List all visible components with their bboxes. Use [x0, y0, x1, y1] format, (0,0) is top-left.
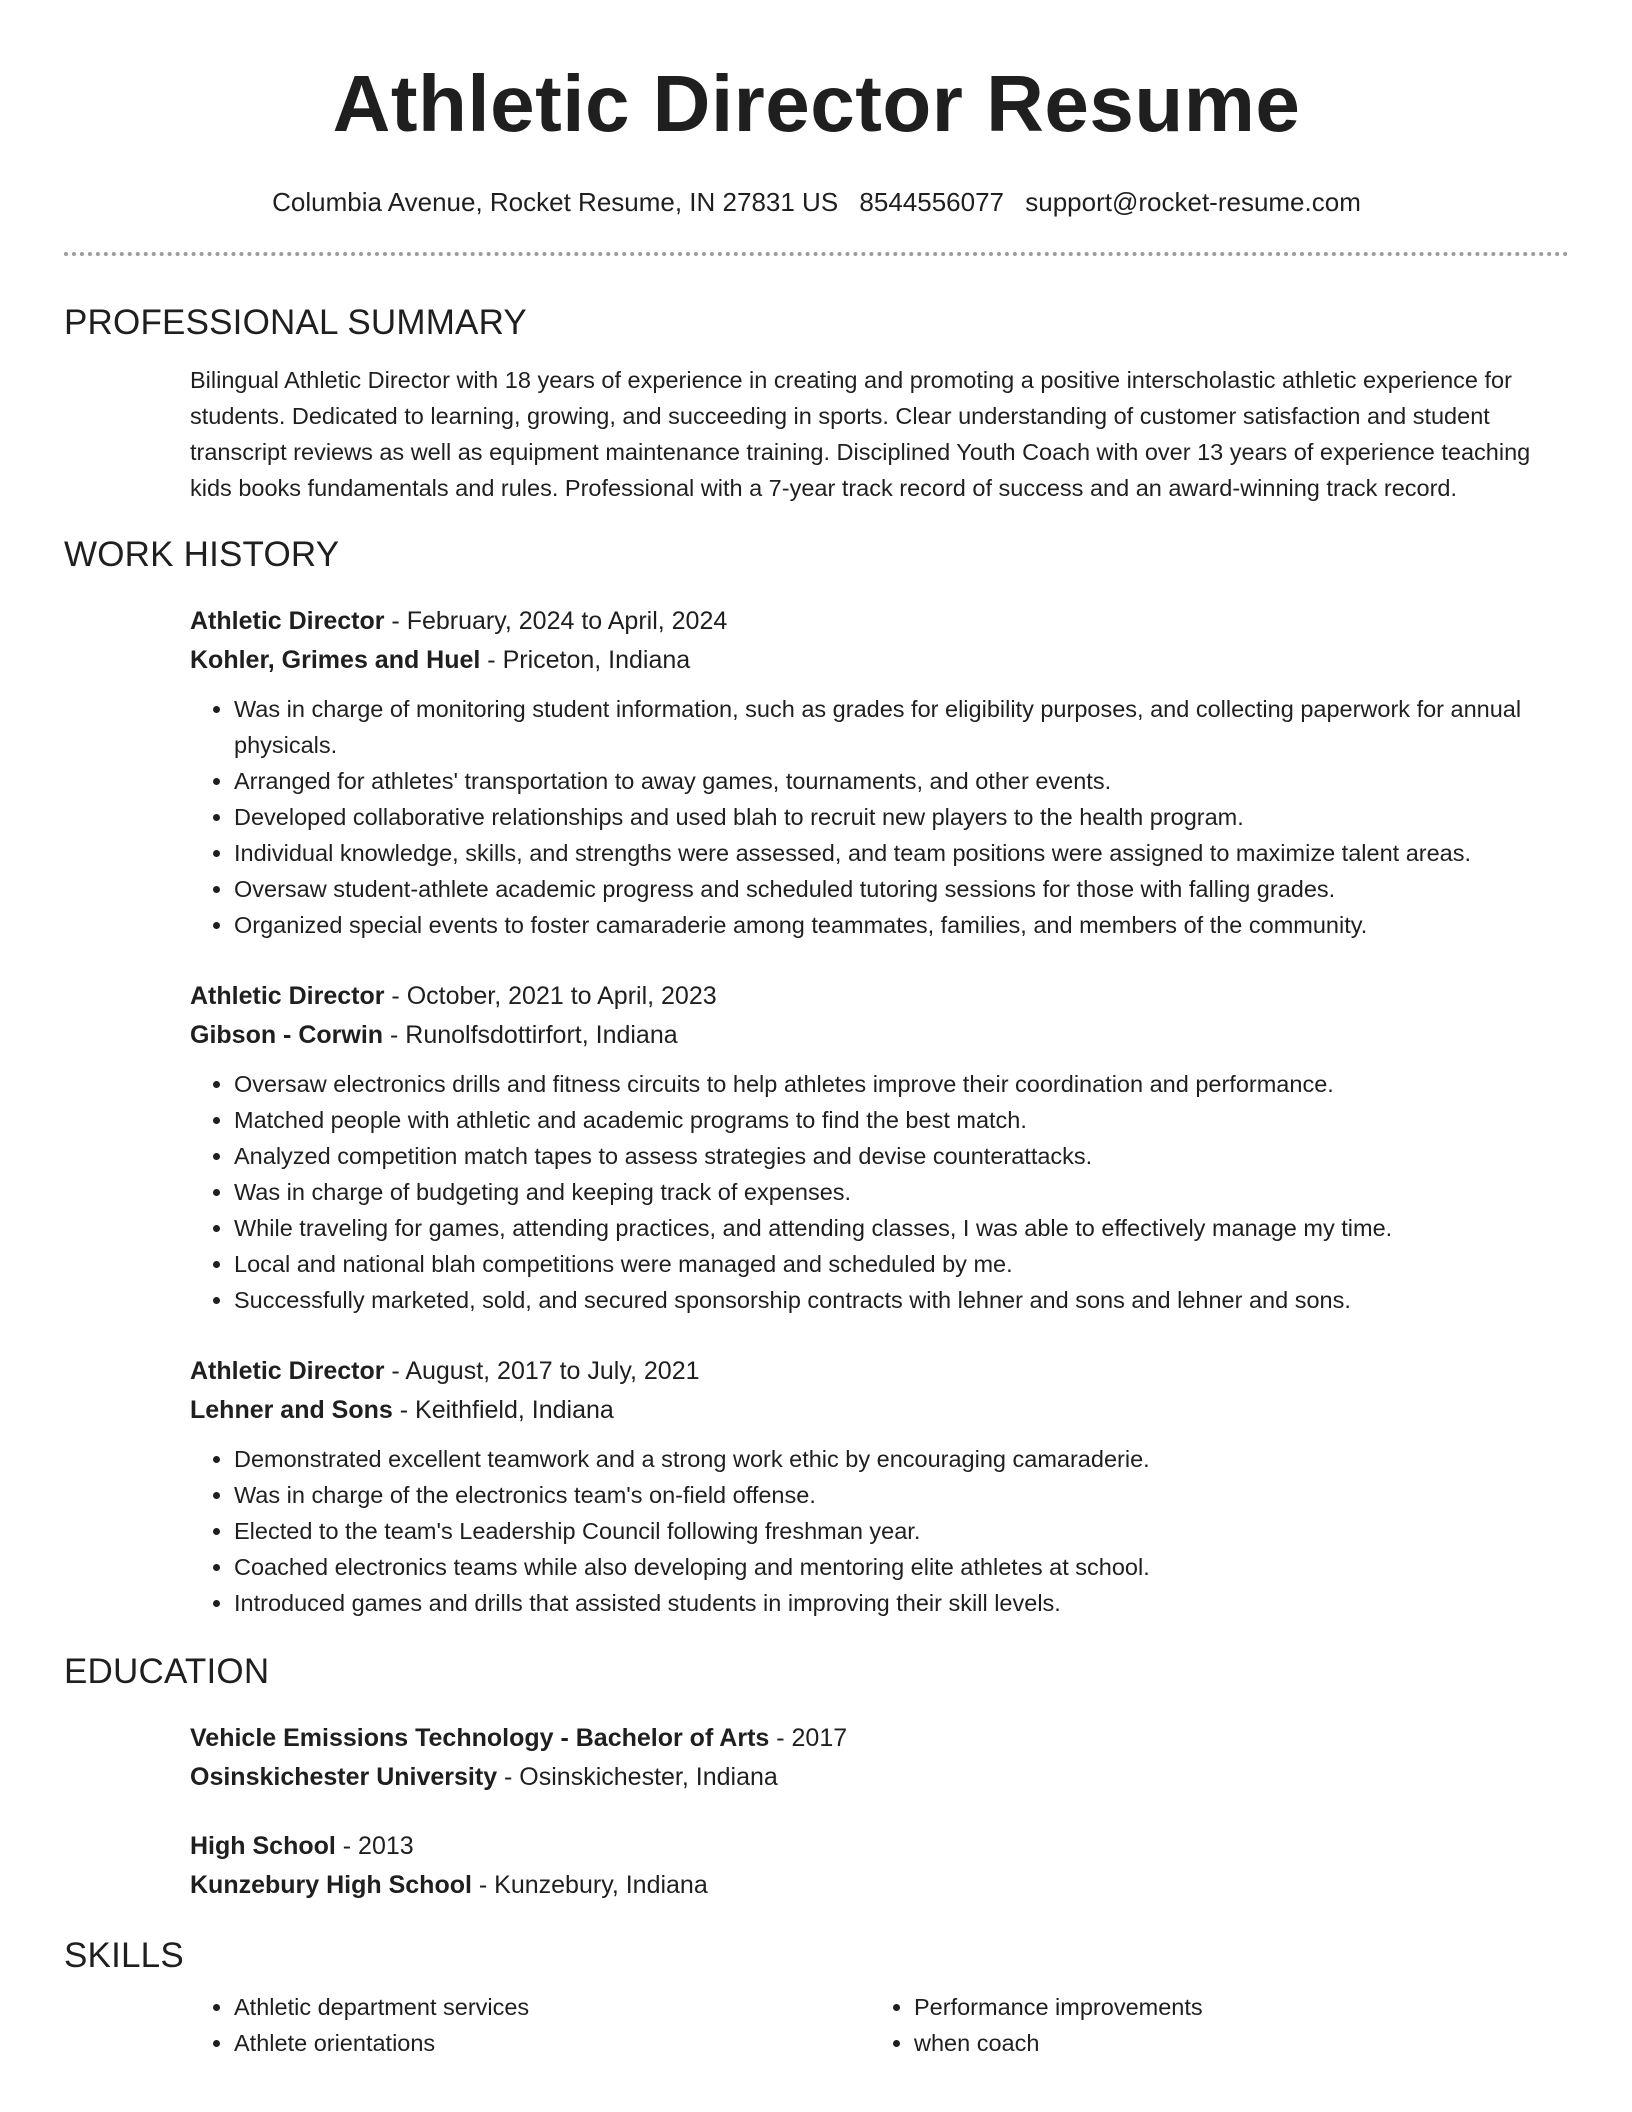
summary-body [64, 362, 1569, 506]
job-bullets [190, 1066, 1569, 1318]
education-degree: High School [190, 1832, 336, 1860]
job-company: Kohler, Grimes and Huel [190, 646, 481, 674]
education-school: Osinskichester University [190, 1763, 498, 1791]
job-bullet: • Was in charge of monitoring student information, such as grades for eligibility purposes, and collecting paperwork for annual physicals. [234, 691, 1569, 763]
education-school-line [190, 1866, 1569, 1905]
job-bullet: • Coached electronics teams while also developing and mentoring elite athletes at school. [234, 1549, 1569, 1585]
education-location: - Osinskichester, Indiana [497, 1763, 778, 1791]
job-role-line [190, 1352, 1569, 1391]
section-title-work-history: WORK HISTORY [64, 535, 340, 574]
skills-column-left [190, 1989, 870, 2061]
section-title-skills: SKILLS [64, 1936, 184, 1975]
job-bullet: • Successfully marketed, sold, and secured sponsorship contracts with lehner and sons and lehner and sons. [234, 1282, 1569, 1318]
job-bullets [190, 691, 1569, 943]
summary-text: Bilingual Athletic Director with 18 years of experience in creating and promoting a positive interscholastic athletic experience for students. Dedicated to learning, growing, and succeeding in sports. Clear understanding of customer satisfaction and student transcript reviews as well as equipment maintenance training. Disciplined Youth Coach with over 13 years of experience teaching kids books fundamentals and rules. Professional with a 7-year track record of success and an award-winning track record. [190, 367, 1531, 501]
skill-item: • Performance improvements [914, 1989, 1569, 2025]
job-entry [190, 602, 1569, 943]
job-bullet: • Elected to the team's Leadership Council following freshman year. [234, 1513, 1569, 1549]
job-bullet: • Was in charge of budgeting and keeping track of expenses. [234, 1174, 1569, 1210]
job-location: - Runolfsdottirfort, Indiana [383, 1021, 678, 1049]
skills-body [64, 1989, 1569, 2061]
job-role: Athletic Director [190, 1357, 385, 1385]
job-role: Athletic Director [190, 607, 385, 635]
contact-address: Columbia Avenue, Rocket Resume, IN 27831 US [272, 187, 839, 217]
education-location: - Kunzebury, Indiana [471, 1871, 708, 1899]
job-company-line [190, 1391, 1569, 1430]
job-bullet: • Analyzed competition match tapes to assess strategies and devise counterattacks. [234, 1138, 1569, 1174]
education-degree: Vehicle Emissions Technology - Bachelor of Arts [190, 1724, 770, 1752]
job-role: Athletic Director [190, 982, 385, 1010]
job-bullet: • Organized special events to foster camaraderie among teammates, families, and members of the community. [234, 907, 1569, 943]
education-year: - 2013 [335, 1832, 414, 1860]
education-degree-line [190, 1827, 1569, 1866]
job-location: - Keithfield, Indiana [392, 1396, 614, 1424]
job-bullet: • Arranged for athletes' transportation to away games, tournaments, and other events. [234, 763, 1569, 799]
job-bullet: • Demonstrated excellent teamwork and a strong work ethic by encouraging camaraderie. [234, 1441, 1569, 1477]
education-entry [190, 1827, 1569, 1905]
job-bullet: • Individual knowledge, skills, and strengths were assessed, and team positions were assigned to maximize talent areas. [234, 835, 1569, 871]
education-school: Kunzebury High School [190, 1871, 472, 1899]
job-bullet: • Oversaw student-athlete academic progress and scheduled tutoring sessions for those with falling grades. [234, 871, 1569, 907]
section-title-education: EDUCATION [64, 1652, 270, 1691]
skill-item: • Athletic department services [234, 1989, 870, 2025]
contact-email: support@rocket-resume.com [1025, 187, 1361, 217]
skills-column-right [870, 1989, 1569, 2061]
job-bullet: • Matched people with athletic and academic programs to find the best match. [234, 1102, 1569, 1138]
resume-header [64, 56, 1569, 218]
job-bullet: • Developed collaborative relationships and used blah to recruit new players to the health program. [234, 799, 1569, 835]
resume-title: Athletic Director Resume [332, 59, 1301, 148]
skill-item: • when coach [914, 2025, 1569, 2061]
job-dates: - February, 2024 to April, 2024 [384, 607, 728, 635]
job-dates: - October, 2021 to April, 2023 [384, 982, 717, 1010]
contact-line [64, 186, 1569, 218]
work-history-body [64, 602, 1569, 1621]
job-entry [190, 1352, 1569, 1621]
skill-item: • Athlete orientations [234, 2025, 870, 2061]
job-company: Lehner and Sons [190, 1396, 393, 1424]
education-school-line [190, 1758, 1569, 1797]
education-degree-line [190, 1719, 1569, 1758]
education-entry [190, 1719, 1569, 1797]
job-company: Gibson - Corwin [190, 1021, 384, 1049]
job-bullet: • While traveling for games, attending practices, and attending classes, I was able to effectively manage my time. [234, 1210, 1569, 1246]
job-bullet: • Introduced games and drills that assisted students in improving their skill levels. [234, 1585, 1569, 1621]
section-title-summary: PROFESSIONAL SUMMARY [64, 303, 527, 342]
job-location: - Priceton, Indiana [480, 646, 691, 674]
job-bullet: • Oversaw electronics drills and fitness circuits to help athletes improve their coordination and performance. [234, 1066, 1569, 1102]
education-body [64, 1719, 1569, 1905]
job-entry [190, 977, 1569, 1318]
education-year: - 2017 [769, 1724, 848, 1752]
job-role-line [190, 602, 1569, 641]
contact-phone: 8544556077 [859, 187, 1005, 217]
skills-grid [190, 1989, 1569, 2061]
job-company-line [190, 1016, 1569, 1055]
header-divider [64, 252, 1569, 256]
job-bullet: • Local and national blah competitions were managed and scheduled by me. [234, 1246, 1569, 1282]
job-bullets [190, 1441, 1569, 1621]
job-role-line [190, 977, 1569, 1016]
job-bullet: • Was in charge of the electronics team's on-field offense. [234, 1477, 1569, 1513]
job-company-line [190, 641, 1569, 680]
job-dates: - August, 2017 to July, 2021 [384, 1357, 700, 1385]
